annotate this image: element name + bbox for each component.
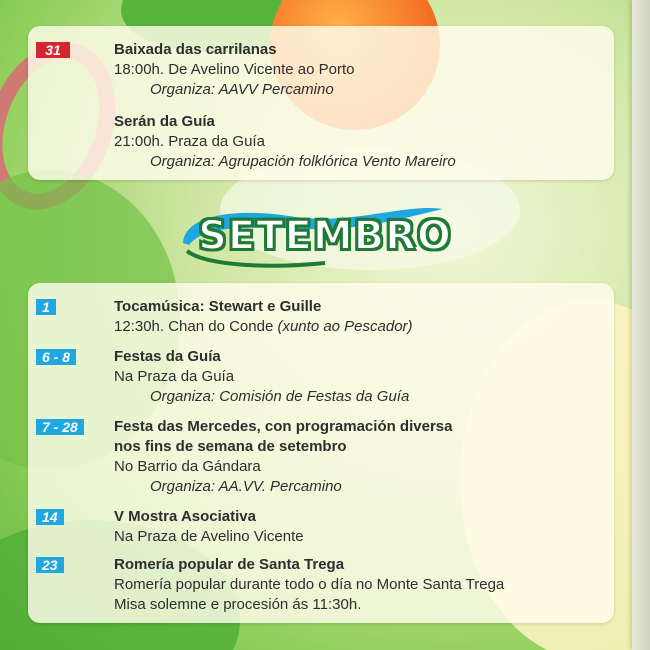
- date-badge: 6 - 8: [36, 349, 76, 365]
- month-heading: [175, 195, 475, 275]
- date-badge: 23: [36, 557, 64, 573]
- event-details: Na Praza da Guía: [114, 368, 235, 385]
- event-details: Na Praza de Avelino Vicente: [114, 528, 304, 545]
- event-location-note: (xunto ao Pescador): [277, 318, 413, 335]
- event-title: Festa das Mercedes, con programación diversa: [114, 418, 453, 435]
- month-title: SETEMBRO: [198, 213, 452, 259]
- event-details: Misa solemne e procesión ás 11:30h.: [114, 596, 362, 613]
- event-title: Baixada das carrilanas: [114, 41, 277, 58]
- date-badge: 7 - 28: [36, 419, 84, 435]
- event-organizer: Organiza: AAVV Percamino: [150, 81, 334, 98]
- page-edge: [632, 0, 650, 650]
- event-details-text: 12:30h. Chan do Conde: [114, 318, 274, 335]
- event-details: 21:00h. Praza da Guía: [114, 133, 265, 150]
- event-organizer: Organiza: Agrupación folklórica Vento Mareiro: [150, 153, 456, 170]
- august-events-card: [28, 26, 614, 180]
- event-title-continued: nos fins de semana de setembro: [114, 438, 347, 455]
- september-events-card: [28, 283, 614, 623]
- event-title: Serán da Guía: [114, 113, 215, 130]
- event-title: V Mostra Asociativa: [114, 508, 256, 525]
- date-badge: 1: [36, 299, 56, 315]
- event-title: Romería popular de Santa Trega: [114, 556, 345, 573]
- date-badge: 14: [36, 509, 64, 525]
- event-title: Tocamúsica: Stewart e Guille: [114, 298, 322, 315]
- event-details: Romería popular durante todo o día no Monte Santa Trega: [114, 576, 505, 593]
- event-title: Festas da Guía: [114, 348, 221, 365]
- event-details: 18:00h. De Avelino Vicente ao Porto: [114, 61, 355, 78]
- date-badge: 31: [36, 42, 70, 58]
- event-organizer: Organiza: Comisión de Festas da Guía: [150, 388, 410, 405]
- event-details: [114, 317, 413, 337]
- event-organizer: Organiza: AA.VV. Percamino: [150, 478, 342, 495]
- event-details: No Barrio da Gándara: [114, 458, 261, 475]
